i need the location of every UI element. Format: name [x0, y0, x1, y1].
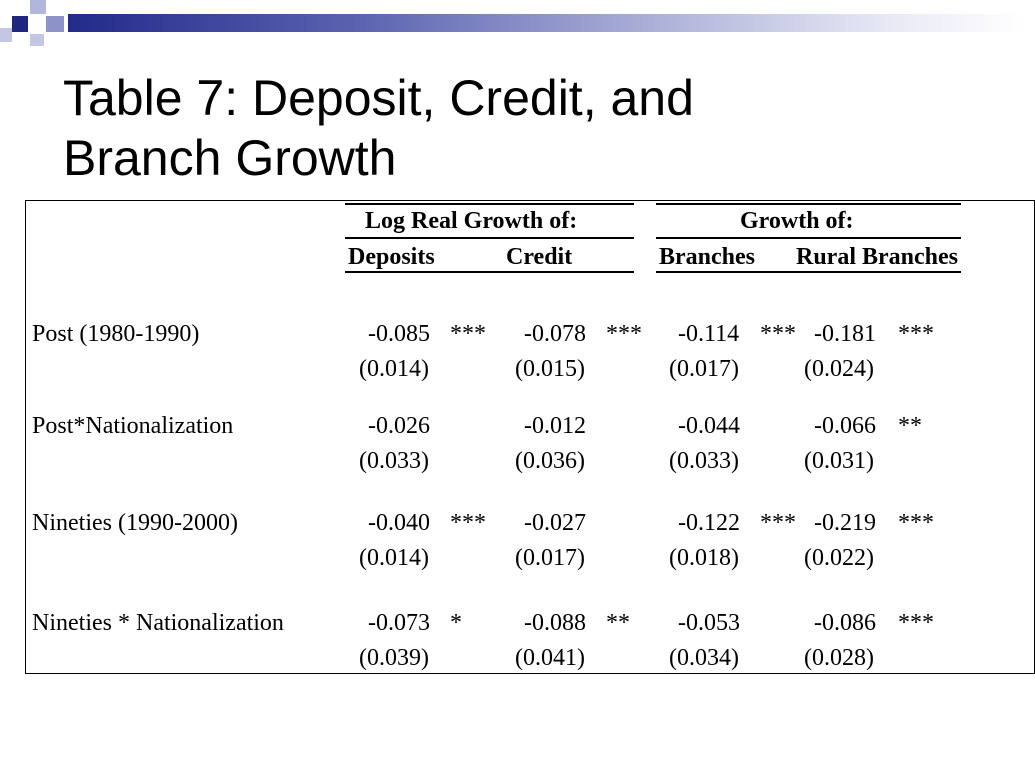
results-table — [25, 200, 1035, 674]
se-nineties-rural: (0.022) — [804, 545, 874, 571]
slide-title-line-2: Branch Growth — [63, 130, 397, 186]
stars-nineties-branches: *** — [760, 510, 796, 536]
group-header-growth: Growth of: — [740, 208, 854, 234]
se-ninnat-branches: (0.034) — [669, 645, 739, 671]
stars-post-rural: *** — [898, 321, 934, 347]
se-post-deposits: (0.014) — [359, 356, 429, 382]
group-header-log-real-growth: Log Real Growth of: — [365, 208, 578, 234]
group-rule-right-top — [656, 203, 961, 205]
stars-ninnat-rural: *** — [898, 610, 934, 636]
coef-postnat-branches: -0.044 — [678, 413, 740, 439]
corner-square-mid — [46, 16, 64, 32]
coef-ninnat-rural: -0.086 — [814, 610, 876, 636]
coef-nineties-credit: -0.027 — [524, 510, 586, 536]
se-postnat-credit: (0.036) — [515, 448, 585, 474]
se-postnat-branches: (0.033) — [669, 448, 739, 474]
se-nineties-credit: (0.017) — [515, 545, 585, 571]
coef-postnat-rural: -0.066 — [814, 413, 876, 439]
column-header-credit: Credit — [506, 244, 573, 270]
slide-title — [63, 68, 863, 188]
stars-post-branches: *** — [760, 321, 796, 347]
corner-square-light-left — [0, 28, 12, 42]
se-nineties-branches: (0.018) — [669, 545, 739, 571]
stars-ninnat-deposits: * — [450, 610, 462, 636]
corner-square-light-top — [30, 0, 46, 14]
coef-nineties-branches: -0.122 — [678, 510, 740, 536]
column-header-branches: Branches — [659, 244, 755, 270]
coef-post-credit: -0.078 — [524, 321, 586, 347]
se-postnat-rural: (0.031) — [804, 448, 874, 474]
group-rule-left-top — [345, 203, 634, 205]
se-ninnat-rural: (0.028) — [804, 645, 874, 671]
coef-nineties-deposits: -0.040 — [368, 510, 430, 536]
coef-ninnat-branches: -0.053 — [678, 610, 740, 636]
row-label-nineties-nationalization: Nineties * Nationalization — [32, 610, 284, 636]
se-post-branches: (0.017) — [669, 356, 739, 382]
column-header-rural-branches: Rural Branches — [796, 244, 958, 270]
row-label-post-nationalization: Post*Nationalization — [32, 413, 234, 439]
stars-nineties-rural: *** — [898, 510, 934, 536]
column-header-deposits: Deposits — [348, 244, 435, 270]
se-nineties-deposits: (0.014) — [359, 545, 429, 571]
se-ninnat-deposits: (0.039) — [359, 645, 429, 671]
se-post-rural: (0.024) — [804, 356, 874, 382]
coef-nineties-rural: -0.219 — [814, 510, 876, 536]
coef-post-deposits: -0.085 — [368, 321, 430, 347]
group-rule-right-mid — [656, 237, 961, 239]
stars-postnat-rural: ** — [898, 413, 922, 439]
se-ninnat-credit: (0.041) — [515, 645, 585, 671]
stars-nineties-deposits: *** — [450, 510, 486, 536]
coef-post-rural: -0.181 — [814, 321, 876, 347]
stars-ninnat-credit: ** — [606, 610, 630, 636]
stars-post-credit: *** — [606, 321, 642, 347]
header-rule-right-bottom — [656, 271, 961, 273]
coef-post-branches: -0.114 — [678, 321, 740, 347]
coef-postnat-deposits: -0.026 — [368, 413, 430, 439]
coef-postnat-credit: -0.012 — [524, 413, 586, 439]
coef-ninnat-deposits: -0.073 — [368, 610, 430, 636]
row-label-nineties: Nineties (1990-2000) — [32, 510, 238, 536]
group-rule-left-mid — [345, 237, 634, 239]
header-rule-left-bottom — [345, 271, 634, 273]
se-post-credit: (0.015) — [515, 356, 585, 382]
header-gradient-bar — [68, 14, 1024, 32]
corner-square-dark — [12, 16, 28, 32]
stars-post-deposits: *** — [450, 321, 486, 347]
coef-ninnat-credit: -0.088 — [524, 610, 586, 636]
row-label-post: Post (1980-1990) — [32, 321, 200, 347]
se-postnat-deposits: (0.033) — [359, 448, 429, 474]
corner-square-light-bottom — [30, 34, 44, 46]
slide-title-line-1: Table 7: Deposit, Credit, and — [63, 70, 694, 126]
